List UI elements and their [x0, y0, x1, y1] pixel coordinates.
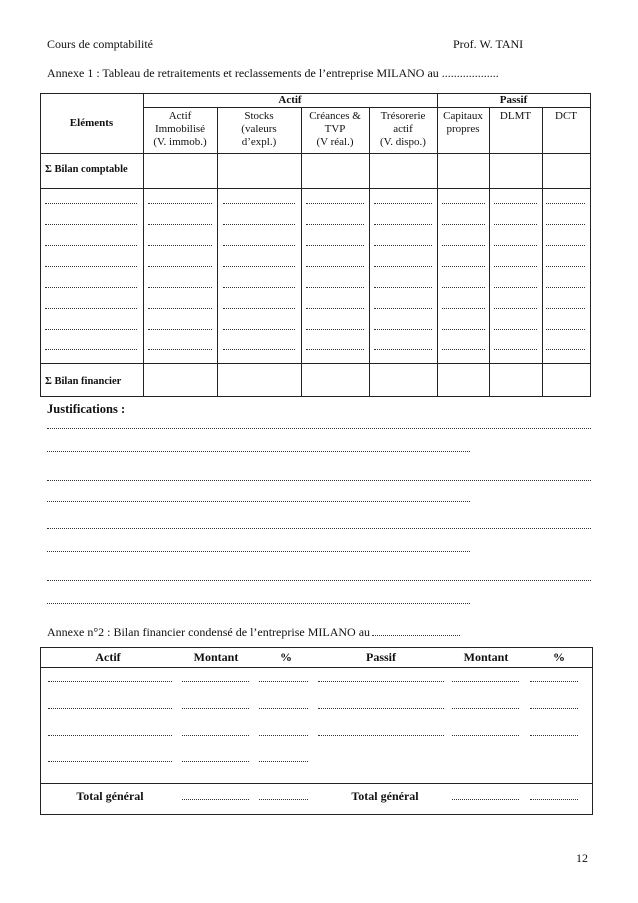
t2-fill-line	[452, 735, 519, 736]
fill-line	[374, 349, 432, 350]
fill-line	[374, 287, 432, 288]
col-stocks: Stocks (valeurs d’expl.)	[241, 110, 277, 148]
fill-line	[442, 287, 485, 288]
fill-line	[442, 308, 485, 309]
elements-header: Eléments	[69, 117, 114, 129]
t2-header-percent-actif: %	[280, 650, 292, 664]
fill-line	[374, 266, 432, 267]
restatement-table	[40, 93, 591, 397]
t2-total-left: Total général	[76, 789, 144, 803]
justification-line	[47, 480, 591, 481]
col-creances: Créances & TVP (V réal.)	[309, 110, 361, 148]
t2-fill-line	[318, 708, 444, 709]
fill-line	[494, 308, 537, 309]
fill-line	[45, 308, 137, 309]
fill-line	[442, 245, 485, 246]
t2-header-actif: Actif	[95, 650, 121, 664]
fill-line	[306, 329, 364, 330]
row-bilan-comptable: Σ Bilan comptable	[45, 164, 128, 175]
t2-header-montant-actif: Montant	[193, 650, 239, 664]
passif-header: Passif	[499, 94, 528, 106]
fill-line	[442, 224, 485, 225]
fill-line	[223, 203, 295, 204]
fill-line	[223, 224, 295, 225]
fill-line	[442, 266, 485, 267]
t2-fill-line	[182, 681, 249, 682]
balance-sheet-table	[40, 647, 593, 815]
annex1-title: Annexe 1 : Tableau de retraitements et reclassements de l’entreprise MILANO au ...................	[47, 66, 499, 80]
fill-line	[45, 349, 137, 350]
actif-header: Actif	[278, 94, 302, 106]
fill-line	[148, 329, 212, 330]
fill-line	[223, 329, 295, 330]
fill-line	[546, 349, 585, 350]
t2-fill-line	[48, 735, 172, 736]
fill-line	[306, 203, 364, 204]
fill-line	[546, 329, 585, 330]
fill-line	[442, 349, 485, 350]
fill-line	[442, 329, 485, 330]
justification-line	[47, 580, 591, 581]
fill-line	[546, 308, 585, 309]
fill-line	[148, 245, 212, 246]
fill-line	[45, 329, 137, 330]
justification-line	[47, 428, 591, 429]
fill-line	[494, 287, 537, 288]
justification-line	[47, 501, 470, 502]
t2-total-fill-line	[530, 799, 578, 800]
fill-line	[494, 266, 537, 267]
t2-fill-line	[259, 708, 308, 709]
fill-line	[45, 203, 137, 204]
t2-fill-line	[318, 681, 444, 682]
fill-line	[494, 329, 537, 330]
fill-line	[546, 224, 585, 225]
fill-line	[223, 308, 295, 309]
col-dlmt: DLMT	[499, 110, 532, 122]
fill-line	[374, 224, 432, 225]
fill-line	[374, 308, 432, 309]
t2-fill-line	[48, 681, 172, 682]
header-professor: Prof. W. TANI	[453, 37, 524, 51]
fill-line	[148, 308, 212, 309]
justifications-title: Justifications :	[47, 402, 126, 416]
fill-line	[546, 266, 585, 267]
annex2-title: Annexe n°2 : Bilan financier condensé de l’entreprise MILANO au	[47, 625, 460, 640]
fill-line	[494, 349, 537, 350]
t2-fill-line	[182, 735, 249, 736]
t2-fill-line	[259, 735, 308, 736]
fill-line	[546, 287, 585, 288]
fill-line	[45, 266, 137, 267]
t2-fill-line	[530, 735, 578, 736]
fill-line	[306, 349, 364, 350]
justification-line	[47, 528, 591, 529]
fill-line	[45, 224, 137, 225]
fill-line	[148, 349, 212, 350]
fill-line	[148, 203, 212, 204]
fill-line	[374, 245, 432, 246]
fill-line	[148, 224, 212, 225]
fill-line	[374, 329, 432, 330]
t2-fill-line	[182, 761, 249, 762]
page-number: 12	[576, 851, 588, 865]
fill-line	[223, 266, 295, 267]
col-tresorerie: Trésorerie actif (V. dispo.)	[380, 110, 426, 148]
justification-line	[47, 451, 470, 452]
t2-header-montant-passif: Montant	[463, 650, 509, 664]
t2-fill-line	[530, 681, 578, 682]
justification-line	[47, 603, 470, 604]
t2-fill-line	[48, 708, 172, 709]
t2-fill-line	[452, 681, 519, 682]
t2-fill-line	[530, 708, 578, 709]
t2-fill-line	[318, 735, 444, 736]
fill-line	[148, 287, 212, 288]
fill-line	[374, 203, 432, 204]
fill-line	[223, 287, 295, 288]
t2-fill-line	[452, 708, 519, 709]
t2-total-fill-line	[182, 799, 249, 800]
fill-line	[494, 224, 537, 225]
col-dct: DCT	[555, 110, 577, 122]
t2-fill-line	[259, 681, 308, 682]
fill-line	[306, 245, 364, 246]
fill-line	[223, 349, 295, 350]
t2-fill-line	[48, 761, 172, 762]
t2-total-fill-line	[452, 799, 519, 800]
fill-line	[148, 266, 212, 267]
fill-line	[306, 224, 364, 225]
fill-line	[306, 287, 364, 288]
fill-line	[45, 245, 137, 246]
justification-line	[47, 551, 470, 552]
t2-fill-line	[182, 708, 249, 709]
t2-total-fill-line	[259, 799, 308, 800]
col-capitaux-propres: Capitaux propres	[443, 110, 483, 135]
fill-line	[45, 287, 137, 288]
t2-total-right: Total général	[351, 789, 419, 803]
col-actif-immobilise: Actif Immobilisé (V. immob.)	[153, 110, 207, 148]
row-bilan-financier: Σ Bilan financier	[45, 376, 122, 387]
fill-line	[306, 308, 364, 309]
fill-line	[546, 245, 585, 246]
fill-line	[306, 266, 364, 267]
t2-header-percent-passif: %	[553, 650, 565, 664]
fill-line	[442, 203, 485, 204]
t2-fill-line	[259, 761, 308, 762]
fill-line	[223, 245, 295, 246]
t2-header-passif: Passif	[366, 650, 396, 664]
fill-line	[494, 245, 537, 246]
header-course: Cours de comptabilité	[47, 37, 153, 51]
fill-line	[494, 203, 537, 204]
fill-line	[546, 203, 585, 204]
